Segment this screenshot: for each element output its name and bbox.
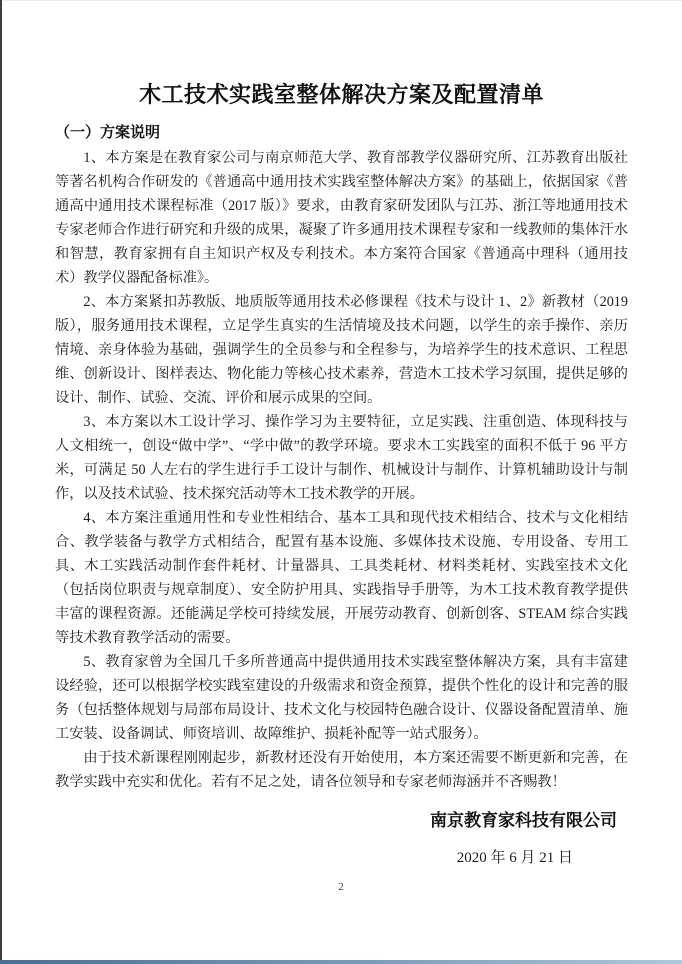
paragraph-1: 1、本方案是在教育家公司与南京师范大学、教育部教学仪器研究所、江苏教育出版社等著名机构合作研发的《普通高中通用技术实践室整体解决方案》的基础上，依据国家《普通高中通用技术课程标准（2017 版）》要求，由教育家研发团队与江苏、浙江等地通用技术专家老师合作进行研究和升级的成果，凝聚了许多通用技术课程专家和一线教师的集体汗水和智慧，教育家拥有自主知识产权及专利技术。本方案符合国家《普通高中理科（通用技术）教学仪器配备标准》。 — [55, 150, 628, 286]
company-signature: 南京教育家科技有限公司 — [430, 811, 617, 830]
paragraph-closing: 由于技术新课程刚刚起步，新教材还没有开始使用，本方案还需要不断更新和完善，在教学实践中充实和优化。若有不足之处，请各位领导和专家老师海涵并不吝赐教！ — [55, 750, 628, 790]
page-left-border — [0, 0, 2, 964]
body-text — [55, 146, 628, 794]
page-number: 2 — [338, 881, 344, 893]
paragraph-5: 5、教育家曾为全国几千多所普通高中提供通用技术实践室整体解决方案，具有丰富建设经验，还可以根据学校实践室建设的升级需求和资金预算，提供个性化的设计和完善的服务（包括整体规划与局部布局设计、技术文化与校园特色融合设计、仪器设备配置清单、施工安装、设备调试、师资培训、故障维护、损耗补配等一站式服务）。 — [55, 654, 628, 742]
page-bottom-bar — [0, 960, 682, 964]
signature-date: 2020 年 6 月 21 日 — [456, 850, 573, 866]
document-content — [55, 80, 628, 868]
paragraph-2: 2、本方案紧扣苏教版、地质版等通用技术必修课程《技术与设计 1、2》新教材（2019 版），服务通用技术课程，立足学生真实的生活情境及技术问题，以学生的亲手操作、亲历情境、亲身体验为基础，强调学生的全员参与和全程参与，为培养学生的技术意识、工程思维、创新设计、图样表达、物化能力等核心技术素养，营造木工技术学习氛围，提供足够的设计、制作、试验、交流、评价和展示成果的空间。 — [55, 294, 628, 406]
paragraph-3: 3、本方案以木工设计学习、操作学习为主要特征，立足实践、注重创造、体现科技与人文相统一，创设“做中学”、“学中做”的教学环境。要求木工实践室的面积不低于 96 平方米，可满足 50 人左右的学生进行手工设计与制作、机械设计与制作、计算机辅助设计与制作，以及技术试验、技术探究活动等木工技术教学的开展。 — [55, 414, 628, 502]
paragraph-4: 4、本方案注重通用性和专业性相结合、基本工具和现代技术相结合、技术与文化相结合、教学装备与教学方式相结合，配置有基本设施、多媒体技术设施、专用设备、专用工具、木工实践活动制作套件耗材、计量器具、工具类耗材、材料类耗材、实践室技术文化（包括岗位职责与规章制度）、安全防护用具、实践指导手册等，为木工技术教育教学提供丰富的课程资源。还能满足学校可持续发展，开展劳动教育、创新创客、STEAM 综合实践等技术教育教学活动的需要。 — [55, 510, 628, 646]
section-heading: （一）方案说明 — [55, 124, 161, 141]
page-title: 木工技术实践室整体解决方案及配置清单 — [138, 82, 544, 107]
page-top-border — [0, 0, 682, 1]
